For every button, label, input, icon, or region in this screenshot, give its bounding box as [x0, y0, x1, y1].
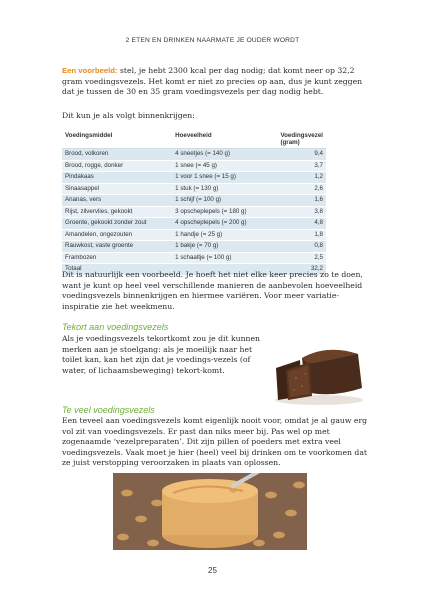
- cell-fiber: 4,8: [277, 218, 326, 230]
- cell-food: Ananas, vers: [62, 195, 172, 207]
- total-label: Totaal: [62, 264, 172, 276]
- cell-amount: 1 snee (= 45 g): [172, 160, 277, 172]
- example-label: Een voorbeeld:: [62, 66, 118, 75]
- col-header-food: Voedingsmiddel: [62, 130, 172, 149]
- cell-amount: 4 sneetjes (= 140 g): [172, 149, 277, 161]
- intro-text: stel, je hebt 2300 kcal per dag nodig; dat komt neer op 32,2 gram voedingsvezels. Het komt er niet zo precies op aan, dus je kunt zeggen dat je tussen de 30 en 35 gram voedingsvezels per dag nodig hebt.: [62, 66, 363, 97]
- intro-paragraph: [62, 66, 374, 98]
- cell-fiber: 2,6: [277, 183, 326, 195]
- cell-food: Amandelen, ongezouten: [62, 229, 172, 241]
- table-row: [62, 149, 326, 161]
- table-row: [62, 195, 326, 207]
- cell-fiber: 3,7: [277, 160, 326, 172]
- cell-amount: 4 opscheplepels (= 200 g): [172, 218, 277, 230]
- table-row: [62, 206, 326, 218]
- cell-food: Rijst, zilvervlies, gekookt: [62, 206, 172, 218]
- cell-fiber: 1,8: [277, 229, 326, 241]
- table-header-row: [62, 130, 326, 149]
- cell-amount: 1 bakje (= 70 g): [172, 241, 277, 253]
- cell-food: Rauwkost, vaste groente: [62, 241, 172, 253]
- variation-paragraph: Dit is natuurlijk een voorbeeld. Je hoeft het niet elke keer precies zo te doen, want je kunt op heel veel verschillende manieren de aanbevolen hoeveelheid voedingsvezels binnenkrijgen en hiermee variëren. Voor meer variatie-inspiratie zie het weekmenu.: [62, 270, 363, 311]
- heading-fiber-excess: Te veel voedingsvezels: [62, 405, 155, 415]
- table-row: [62, 252, 326, 264]
- cell-amount: 3 opscheplepels (= 180 g): [172, 206, 277, 218]
- cell-food: Brood, volkoren: [62, 149, 172, 161]
- heading-fiber-shortage: Tekort aan voedingsvezels: [62, 322, 169, 332]
- total-value: 32,2: [277, 264, 326, 276]
- table-row: [62, 172, 326, 184]
- shortage-paragraph: Als je voedingsvezels tekortkomt zou je dit kunnen merken aan je stoelgang: als je moeilijk naar het toilet kan, kan het zijn dat je voedings-vezels (of water, of lichaamsbeweging) tekort-komt.: [62, 334, 261, 375]
- table-row: [62, 229, 326, 241]
- cell-amount: 1 stuk (= 130 g): [172, 183, 277, 195]
- cell-amount: 1 handje (= 25 g): [172, 229, 277, 241]
- cell-fiber: 2,5: [277, 252, 326, 264]
- col-header-fiber: Voedingsvezel (gram): [277, 130, 326, 149]
- table-row: [62, 241, 326, 253]
- table-lead-in: Dit kun je als volgt binnenkrijgen:: [62, 111, 195, 120]
- running-header: 2 ETEN EN DRINKEN NAARMATE JE OUDER WORDT: [125, 37, 300, 44]
- table-row: [62, 183, 326, 195]
- cell-fiber: 0,8: [277, 241, 326, 253]
- cell-amount: 1 schijf (= 100 g): [172, 195, 277, 207]
- cell-food: Brood, rogge, donker: [62, 160, 172, 172]
- cell-fiber: 9,4: [277, 149, 326, 161]
- cell-food: Pindakaas: [62, 172, 172, 184]
- peanut-butter-photo: [113, 473, 307, 550]
- cell-food: Sinaasappel: [62, 183, 172, 195]
- cell-fiber: 1,6: [277, 195, 326, 207]
- cell-amount: 1 voor 1 snee (= 15 g): [172, 172, 277, 184]
- cell-amount: 1 schaaltje (= 100 g): [172, 252, 277, 264]
- rye-bread-photo: [272, 340, 366, 406]
- cell-fiber: 1,2: [277, 172, 326, 184]
- cell-food: Groente, gekookt zonder zout: [62, 218, 172, 230]
- page-number: 25: [208, 566, 217, 575]
- cell-food: Frambozen: [62, 252, 172, 264]
- table-row: [62, 160, 326, 172]
- fiber-table: [62, 130, 326, 276]
- col-header-amount: Hoeveelheid: [172, 130, 277, 149]
- excess-paragraph: Een teveel aan voedingsvezels komt eigenlijk nooit voor, omdat je al gauw erg vol zit van voedingsvezels. Er past dan niks meer bij. Pas wel op met zogenaamde ‘vezelpreparaten’. Dit zijn pillen of poeders met extra veel voedingsvezels. Vaak moet je hier (heel) veel bij drinken om te voorkomen dat ze juist verstopping veroorzaken in plaats van oplossen.: [62, 416, 368, 468]
- cell-fiber: 3,8: [277, 206, 326, 218]
- table-row: [62, 218, 326, 230]
